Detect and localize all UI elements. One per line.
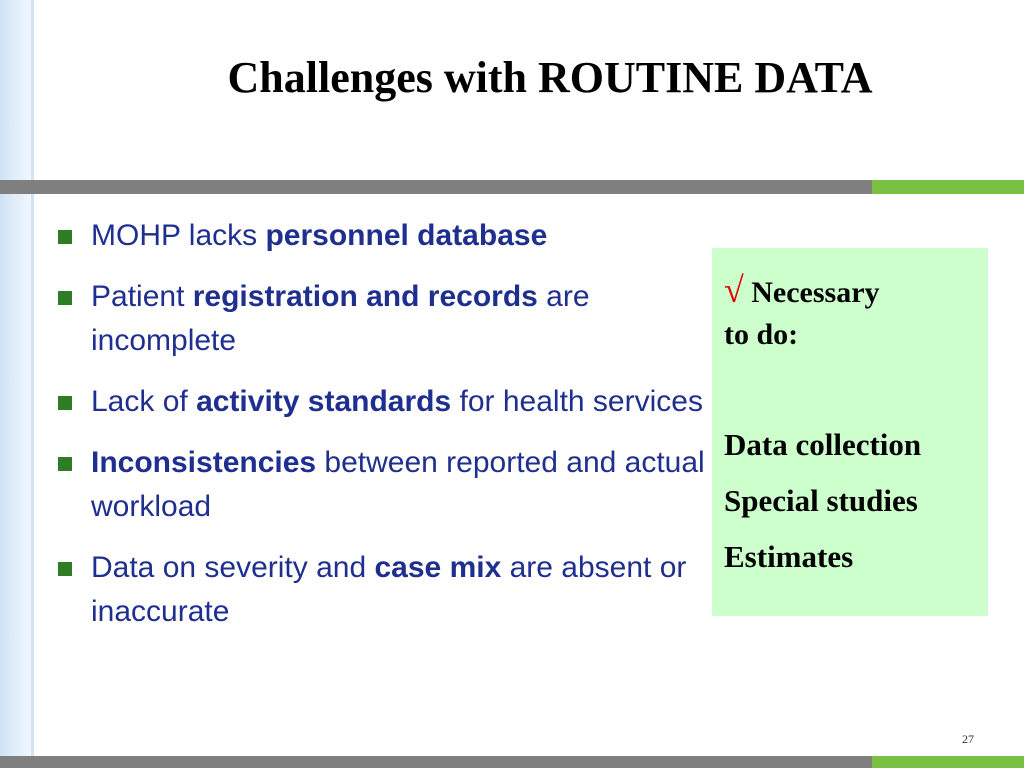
bullet-segment-bold: registration and records — [192, 280, 538, 313]
title-divider-gray — [0, 180, 872, 194]
checkmark-icon: √ — [724, 270, 744, 310]
box-item-estimates: Estimates — [724, 539, 854, 574]
bullet-text — [91, 385, 703, 418]
bullet-square-icon — [58, 457, 72, 471]
bullet-segment: for health services — [451, 385, 703, 418]
bullet-item — [58, 546, 718, 634]
footer-bar-gray — [0, 756, 872, 768]
bullet-segment: MOHP lacks — [91, 219, 266, 252]
box-item-special-studies: Special studies — [724, 483, 918, 518]
bullet-square-icon — [58, 562, 72, 576]
left-decorative-stripe — [0, 0, 34, 768]
box-heading-text: Necessary — [751, 276, 880, 309]
bullet-list — [58, 214, 718, 651]
footer-bar-green — [872, 756, 1024, 768]
box-heading-continued: to do: — [724, 318, 799, 351]
bullet-item — [58, 380, 718, 424]
box-spacer — [724, 357, 988, 417]
bullet-segment: are incomplete — [91, 280, 590, 357]
bullet-text — [91, 551, 686, 628]
left-stripe-rule — [31, 0, 34, 768]
bullet-text — [91, 446, 705, 523]
bullet-item — [58, 441, 718, 529]
bullet-item — [58, 214, 718, 258]
bullet-segment: are absent or inaccurate — [91, 551, 687, 628]
bullet-segment-bold: Inconsistencies — [91, 446, 317, 479]
bullet-segment: Patient — [91, 280, 193, 313]
bullet-square-icon — [58, 396, 72, 410]
bullet-segment-bold: activity standards — [196, 385, 452, 418]
title-divider-green — [872, 180, 1024, 194]
slide-title: Challenges with ROUTINE DATA — [227, 53, 873, 102]
box-heading — [724, 270, 988, 313]
bullet-segment-bold: personnel database — [265, 219, 548, 252]
bullet-square-icon — [58, 291, 72, 305]
bullet-segment: Lack of — [91, 385, 197, 418]
bullet-item — [58, 275, 718, 363]
bullet-text — [91, 280, 590, 357]
box-item-data-collection: Data collection — [724, 427, 922, 462]
bullet-segment-bold: case mix — [374, 551, 502, 584]
bullet-square-icon — [58, 230, 72, 244]
bullet-segment: Data on severity and — [91, 551, 375, 584]
bullet-text — [91, 219, 547, 252]
bullet-segment: between reported and actual workload — [91, 446, 705, 523]
page-number: 27 — [962, 732, 974, 746]
necessary-actions-box — [712, 248, 988, 616]
